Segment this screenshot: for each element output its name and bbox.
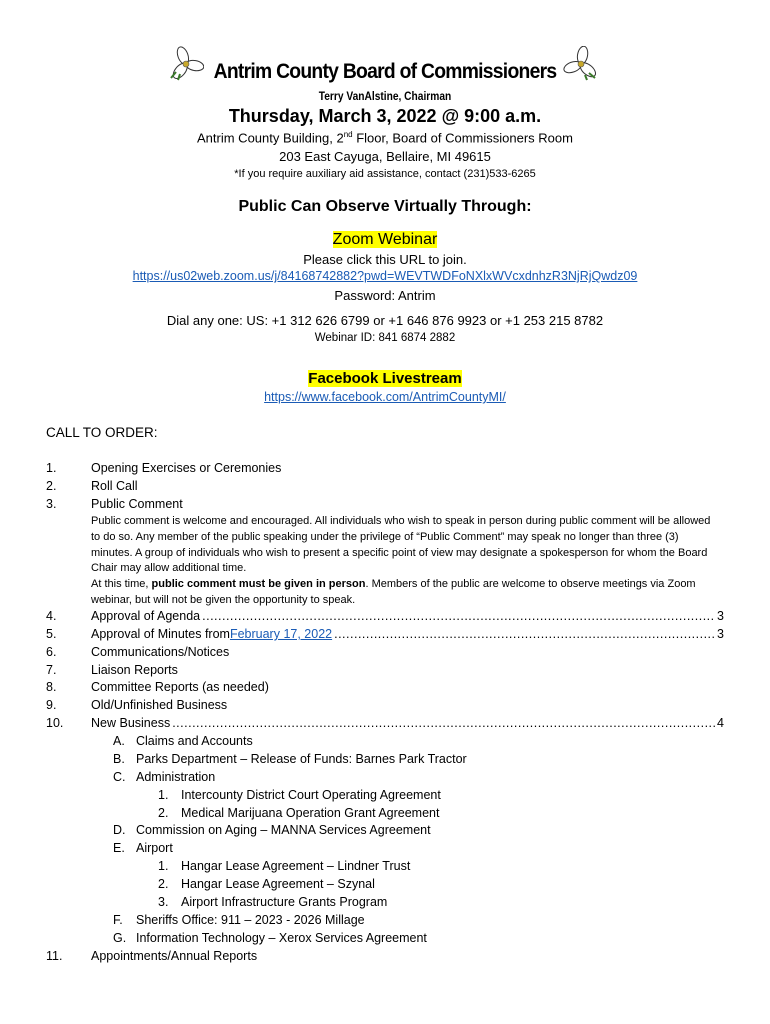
- agenda-item-old-business: Old/Unfinished Business: [91, 698, 228, 712]
- call-to-order-heading: CALL TO ORDER:: [46, 425, 158, 440]
- public-comment-note: [91, 577, 711, 609]
- facebook-title: [0, 370, 770, 387]
- page-number: 4: [717, 716, 724, 730]
- sub-sub-item-hangar-szynal: Hangar Lease Agreement – Szynal: [181, 877, 375, 891]
- item-label: Approval of Minutes from: [91, 627, 230, 641]
- item-label: Approval of Agenda: [91, 609, 201, 623]
- chairman-line: Terry VanAlstine, Chairman: [318, 89, 452, 103]
- location-text: Antrim County Building, 2: [197, 130, 344, 146]
- dial-in-numbers: Dial any one: US: +1 312 626 6799 or +1 646 876 9923 or +1 253 215 8782: [166, 313, 604, 328]
- sub-item-letter: F.: [113, 913, 123, 927]
- location-text-rest: Floor, Board of Commissioners Room: [352, 130, 573, 146]
- zoom-password: Password: Antrim: [334, 288, 436, 303]
- dot-leader: [334, 627, 715, 641]
- sub-sub-item-airport-grants: Airport Infrastructure Grants Program: [181, 895, 388, 909]
- sub-item-letter: D.: [113, 823, 126, 837]
- zoom-webinar-title: [0, 231, 770, 249]
- sub-sub-item-hangar-lindner: Hangar Lease Agreement – Lindner Trust: [181, 859, 411, 873]
- item-number: 2.: [46, 479, 57, 493]
- location-superscript: nd: [343, 130, 353, 139]
- sub-sub-item-intercounty: Intercounty District Court Operating Agreement: [181, 788, 441, 802]
- webinar-id: Webinar ID: 841 6874 2882: [314, 332, 456, 344]
- sub-item-letter: A.: [113, 734, 125, 748]
- item-number: 1.: [46, 461, 57, 475]
- sub-sub-item-number: 2.: [158, 877, 169, 891]
- note-text-rest: . Members of the public are welcome to observe meetings via Zoom webinar, but will not be given the opportunity to speak.: [91, 578, 696, 606]
- virtual-heading: Public Can Observe Virtually Through:: [238, 198, 532, 215]
- sub-item-letter: E.: [113, 841, 125, 855]
- public-comment-text: Public comment is welcome and encouraged. All individuals who wish to speak in person during public comment will be allowed to do so. Any member of the public speaking under the privilege of “Public Comment” may speak no longer than three (3) minutes. A group of individuals who wish to present a specific point of view may designate a spokesperson for whom the Board Chair may allow additional time.: [91, 515, 711, 575]
- zoom-prompt: Please click this URL to join.: [303, 252, 467, 267]
- facebook-url-link[interactable]: https://www.facebook.com/AntrimCountyMI/: [264, 390, 506, 404]
- sub-sub-item-marijuana-grant: Medical Marijuana Operation Grant Agreement: [181, 806, 440, 820]
- agenda-item-liaison-reports: Liaison Reports: [91, 663, 178, 677]
- facebook-livestream-label: Facebook Livestream: [308, 370, 462, 387]
- sub-item-administration: Administration: [136, 770, 216, 784]
- item-label: New Business: [91, 716, 171, 730]
- sub-item-letter: C.: [113, 770, 126, 784]
- zoom-url-row: [0, 269, 770, 283]
- meeting-location: [0, 130, 770, 145]
- page-number: 3: [717, 627, 724, 641]
- sub-sub-item-number: 1.: [158, 859, 169, 873]
- sub-item-airport: Airport: [136, 841, 173, 855]
- facebook-url-row: [0, 390, 770, 404]
- item-number: 10.: [46, 716, 64, 730]
- agenda-item-committee-reports: Committee Reports (as needed): [91, 680, 269, 694]
- item-number: 5.: [46, 627, 57, 641]
- agenda-item-public-comment: Public Comment: [91, 497, 183, 511]
- assistance-note: *If you require auxiliary aid assistance, contact (231)533-6265: [234, 168, 536, 180]
- zoom-url-link[interactable]: https://us02web.zoom.us/j/84168742882?pwd=WEVTWDFoNXlxWVcxdnhzR3NjRjQwdz09: [132, 269, 638, 283]
- meeting-date: Thursday, March 3, 2022 @ 9:00 a.m.: [228, 106, 542, 126]
- note-text: At this time,: [91, 578, 152, 590]
- agenda-item-new-business: [91, 716, 724, 730]
- item-number: 9.: [46, 698, 57, 712]
- item-number: 8.: [46, 680, 57, 694]
- sub-sub-item-number: 2.: [158, 806, 169, 820]
- item-number: 3.: [46, 497, 57, 511]
- sub-sub-item-number: 3.: [158, 895, 169, 909]
- sub-item-sheriffs-office: Sheriffs Office: 911 – 2023 - 2026 Millage: [136, 913, 365, 927]
- agenda-item-communications: Communications/Notices: [91, 645, 230, 659]
- sub-item-commission-on-aging: Commission on Aging – MANNA Services Agreement: [136, 823, 431, 837]
- item-number: 7.: [46, 663, 57, 677]
- minutes-link[interactable]: February 17, 2022: [229, 627, 333, 641]
- zoom-webinar-label: Zoom Webinar: [332, 231, 438, 248]
- agenda-item-approval-of-minutes: [91, 627, 724, 641]
- board-title: Antrim County Board of Commissioners: [213, 60, 557, 83]
- item-number: 6.: [46, 645, 57, 659]
- dot-leader: [172, 716, 715, 730]
- sub-item-parks: Parks Department – Release of Funds: Barnes Park Tractor: [136, 752, 467, 766]
- note-emphasis: public comment must be given in person: [151, 578, 366, 590]
- page-number: 3: [717, 609, 724, 623]
- sub-item-information-technology: Information Technology – Xerox Services Agreement: [136, 931, 427, 945]
- agenda-item-approval-of-agenda: [91, 609, 724, 623]
- meeting-address: 203 East Cayuga, Bellaire, MI 49615: [279, 149, 491, 164]
- agenda-item-appointments: Appointments/Annual Reports: [91, 949, 258, 963]
- sub-item-claims: Claims and Accounts: [136, 734, 253, 748]
- item-number: 4.: [46, 609, 57, 623]
- agenda-item-roll-call: Roll Call: [91, 479, 138, 493]
- sub-item-letter: B.: [113, 752, 125, 766]
- dot-leader: [202, 609, 715, 623]
- sub-sub-item-number: 1.: [158, 788, 169, 802]
- sub-item-letter: G.: [113, 931, 127, 945]
- item-number: 11.: [46, 949, 63, 963]
- agenda-item-opening-exercises: Opening Exercises or Ceremonies: [91, 461, 282, 475]
